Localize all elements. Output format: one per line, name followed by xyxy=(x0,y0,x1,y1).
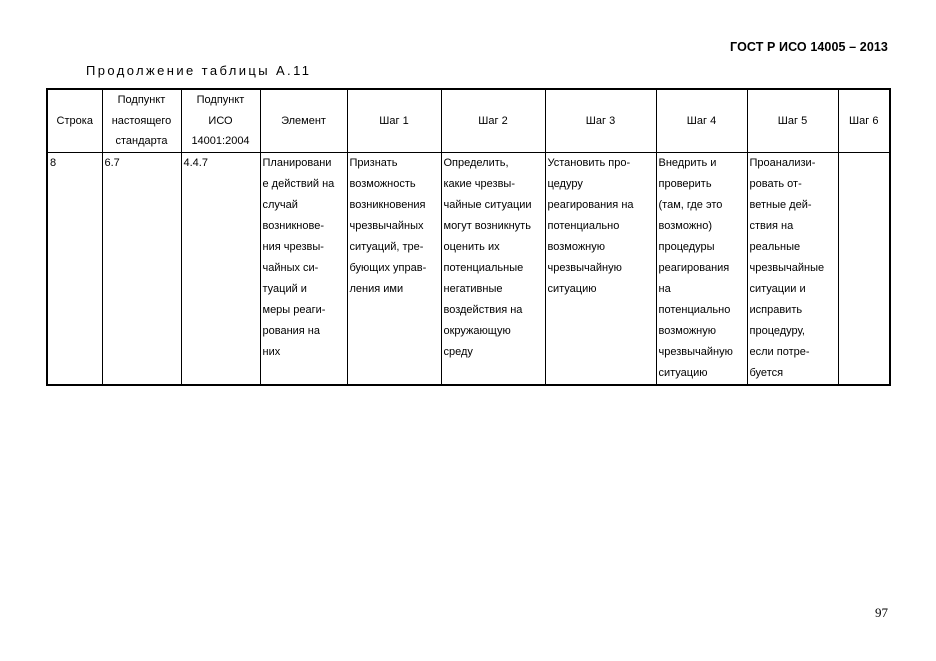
cell-text-line: исправить xyxy=(749,304,803,316)
cell-text-line: ситуаций, тре- xyxy=(349,241,424,253)
cell-text-line: среду xyxy=(443,346,473,358)
cell-text-line: потенциально xyxy=(658,304,731,316)
cell-text-line: бующих управ- xyxy=(349,262,427,274)
cell-text-line: (там, где это xyxy=(658,199,723,211)
cell-text-line: Планировани xyxy=(262,157,332,169)
table-header-row xyxy=(47,89,890,153)
header-text-line: Шаг 3 xyxy=(585,114,616,127)
document-standard-header: ГОСТ Р ИСО 14005 – 2013 xyxy=(730,40,888,54)
cell-text-line: ситуации и xyxy=(749,283,806,295)
cell-text-line: 4.4.7 xyxy=(183,157,208,169)
page-number: 97 xyxy=(875,605,888,620)
header-text-line: Шаг 6 xyxy=(849,114,879,127)
cell-text-line: реальные xyxy=(749,241,801,253)
cell-text-line: них xyxy=(262,346,281,358)
cell-text-line: возможную xyxy=(547,241,605,253)
cell-text-line: реагирования на xyxy=(547,199,634,211)
header-subclause-this-standard xyxy=(102,89,181,153)
cell-text-line: реагирования xyxy=(658,262,730,274)
cell-text-line: меры реаги- xyxy=(262,304,326,316)
cell-text-line: е действий на xyxy=(262,178,335,190)
cell-step-4 xyxy=(656,153,747,386)
header-step-5 xyxy=(747,89,838,153)
cell-text-line: ровать от- xyxy=(749,178,802,190)
cell-text-line: возникновения xyxy=(349,199,426,211)
cell-step-5 xyxy=(747,153,838,386)
cell-step-1 xyxy=(347,153,441,386)
header-step-6 xyxy=(838,89,890,153)
header-text-line: ИСО xyxy=(208,114,233,127)
cell-text-line: возможно) xyxy=(658,220,713,232)
cell-text-line: потенциальные xyxy=(443,262,524,274)
header-step-2 xyxy=(441,89,545,153)
header-text-line: стандарта xyxy=(115,135,168,148)
header-step-4 xyxy=(656,89,747,153)
cell-text-line: ситуацию xyxy=(658,367,708,379)
cell-subclause-this-standard xyxy=(102,153,181,386)
cell-text-line: Определить, xyxy=(443,157,509,169)
cell-text-line: ления ими xyxy=(349,283,404,295)
cell-text-line: чрезвычайные xyxy=(749,262,825,274)
header-step-1 xyxy=(347,89,441,153)
cell-text-line: негативные xyxy=(443,283,503,295)
table-caption: Продолжение таблицы А.11 xyxy=(86,63,312,78)
cell-text-line: проверить xyxy=(658,178,712,190)
cell-text-line: Внедрить и xyxy=(658,157,717,169)
cell-text-line: воздействия на xyxy=(443,304,523,316)
cell-text-line: цедуру xyxy=(547,178,583,190)
cell-step-2 xyxy=(441,153,545,386)
header-text-line: Шаг 5 xyxy=(777,114,808,127)
cell-text-line: возможную xyxy=(658,325,716,337)
continuation-table xyxy=(46,88,891,386)
cell-text-line: 8 xyxy=(50,157,57,169)
cell-row-number xyxy=(47,153,102,386)
cell-text-line: возникнове- xyxy=(262,220,324,232)
cell-text-line: буется xyxy=(749,367,784,379)
cell-text-line: рования на xyxy=(262,325,320,337)
cell-text-line: возможность xyxy=(349,178,416,190)
cell-text-line: чрезвычайную xyxy=(658,346,733,358)
header-text-line: Строка xyxy=(56,114,93,127)
cell-text-line: если потре- xyxy=(749,346,810,358)
cell-text-line: ситуацию xyxy=(547,283,597,295)
header-text-line: Шаг 1 xyxy=(379,114,409,127)
cell-text-line: туаций и xyxy=(262,283,307,295)
cell-text-line: ния чрезвы- xyxy=(262,241,324,253)
cell-text-line: ветные дей- xyxy=(749,199,812,211)
header-text-line: настоящего xyxy=(111,114,172,127)
cell-text-line: процедуру, xyxy=(749,325,805,337)
header-element xyxy=(260,89,347,153)
cell-text-line: Проанализи- xyxy=(749,157,816,169)
cell-text-line: окружающую xyxy=(443,325,511,337)
header-step-3 xyxy=(545,89,656,153)
cell-text-line: какие чрезвы- xyxy=(443,178,515,190)
table-row xyxy=(47,153,890,386)
cell-subclause-iso xyxy=(181,153,260,386)
cell-text-line: ствия на xyxy=(749,220,794,232)
header-text-line: Подпункт xyxy=(117,94,166,107)
cell-text-line: чайные ситуации xyxy=(443,199,532,211)
cell-text-line: оценить их xyxy=(443,241,500,253)
cell-text-line: чрезвычайную xyxy=(547,262,622,274)
cell-text-line: Признать xyxy=(349,157,398,169)
header-subclause-iso xyxy=(181,89,260,153)
header-text-line: Подпункт xyxy=(196,94,245,107)
table-body xyxy=(47,153,890,386)
header-text-line: Элемент xyxy=(281,114,326,127)
cell-text-line: могут возникнуть xyxy=(443,220,531,232)
cell-step-3 xyxy=(545,153,656,386)
header-text-line: 14001:2004 xyxy=(191,135,250,148)
cell-text-line: чайных си- xyxy=(262,262,319,274)
cell-element xyxy=(260,153,347,386)
cell-text-line: Установить про- xyxy=(547,157,631,169)
cell-text-line: 6.7 xyxy=(104,157,120,169)
cell-text-line: на xyxy=(658,283,671,295)
cell-text-line: процедуры xyxy=(658,241,715,253)
header-text-line: Шаг 2 xyxy=(478,114,508,127)
cell-text-line: случай xyxy=(262,199,298,211)
header-row-number xyxy=(47,89,102,153)
header-text-line: Шаг 4 xyxy=(686,114,717,127)
cell-text-line: потенциально xyxy=(547,220,620,232)
cell-step-6 xyxy=(838,153,890,386)
cell-text-line: чрезвычайных xyxy=(349,220,424,232)
